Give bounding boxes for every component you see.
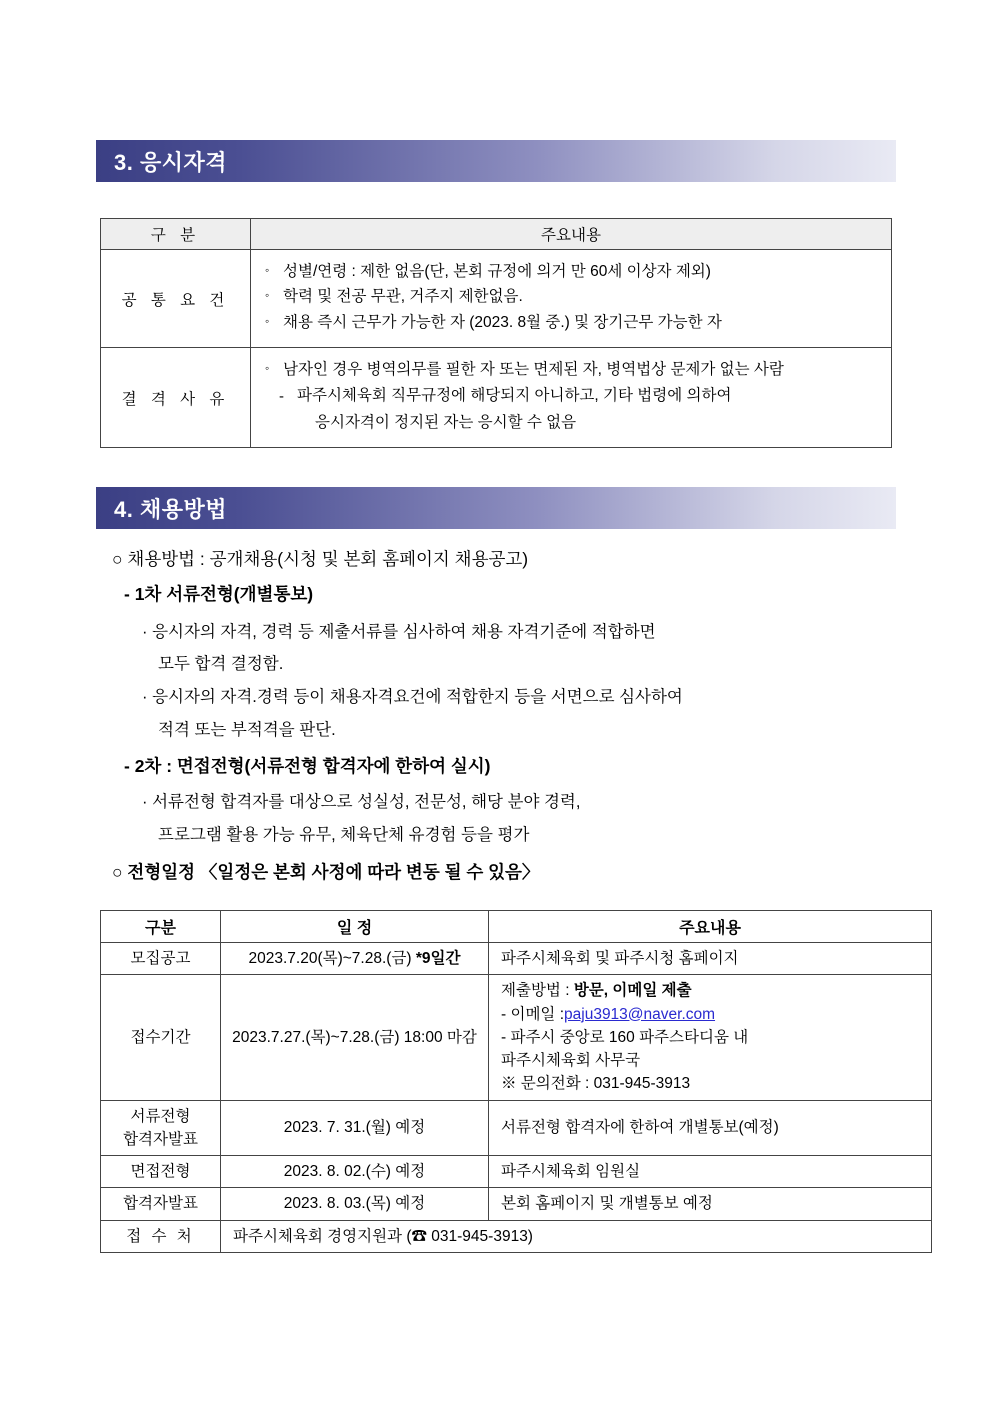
section-banner-method-label: 4. 채용방법	[114, 496, 227, 522]
method-line-8: 프로그램 활용 가능 유무, 체육단체 유경험 등을 평가	[158, 826, 530, 844]
bullet-item	[265, 359, 881, 381]
bullet-item	[265, 385, 881, 409]
sched-row-date-final-result: 2023. 8. 03.(목) 예정	[221, 1188, 489, 1220]
method-line-9: ○ 전형일정 〈일정은 본회 사정에 따라 변동 될 수 있음〉	[112, 862, 540, 882]
email-link[interactable]: paju3913@naver.com	[564, 1005, 716, 1023]
table-row	[101, 1156, 932, 1188]
bullet-item	[265, 286, 881, 308]
sched-row-date-document-result: 2023. 7. 31.(월) 예정	[221, 1100, 489, 1156]
method-line-6: - 2차 : 면접전형(서류전형 합격자에 한하여 실시)	[124, 756, 491, 776]
qual-header-content: 주요내용	[251, 219, 892, 250]
email-line	[501, 1003, 923, 1026]
sched-row-desc-final-result: 본회 홈페이지 및 개별통보 예정	[489, 1188, 932, 1220]
qualification-table	[100, 218, 892, 448]
address-line-1: - 파주시 중앙로 160 파주스타디움 내	[501, 1028, 749, 1046]
method-line-7: · 서류전형 합격자를 대상으로 성실성, 전문성, 해당 분야 경력,	[142, 793, 581, 811]
sched-row-label-interview: 면접전형	[101, 1156, 221, 1188]
bullet-text: 채용 즉시 근무가 가능한 자 (2023. 8월 중.) 및 장기근무 가능한 자	[283, 313, 722, 331]
section-banner-qualification-label: 3. 응시자격	[114, 149, 227, 175]
sched-row-label-final-result: 합격자발표	[101, 1188, 221, 1220]
qual-row-content-common	[251, 250, 892, 348]
submit-method-label: 제출방법 :	[501, 982, 574, 1000]
bullet-item	[265, 312, 881, 334]
table-row	[101, 1100, 932, 1156]
sched-row-label-notice: 모집공고	[101, 943, 221, 975]
phone-line: ※ 문의전화 : 031-945-3913	[501, 1075, 691, 1093]
table-row	[101, 975, 932, 1100]
sched-row-label-application: 접수기간	[101, 975, 221, 1100]
sched-footer-label: 접 수 처	[101, 1220, 221, 1252]
label-line-2: 합격자발표	[123, 1130, 198, 1148]
section-banner-method	[96, 487, 896, 529]
table-row	[101, 1188, 932, 1220]
qual-row-label-common: 공 통 요 건	[101, 250, 251, 348]
table-row	[101, 943, 932, 975]
qual-header-gubun: 구 분	[101, 219, 251, 250]
table-header-row	[101, 911, 932, 943]
sched-row-desc-interview: 파주시체육회 임원실	[489, 1156, 932, 1188]
method-line-0: ○ 채용방법 : 공개채용(시청 및 본회 홈페이지 채용공고)	[112, 549, 529, 569]
method-line-4: · 응시자의 자격.경력 등이 채용자격요건에 적합한지 등을 서면으로 심사하여	[142, 688, 683, 706]
table-header-row	[101, 219, 892, 250]
sched-header-gubun: 구분	[101, 911, 221, 943]
sched-date-emphasis: *9일간	[415, 950, 461, 967]
bullet-text: 성별/연령 : 제한 없음(단, 본회 규정에 의거 만 60세 이상자 제외)	[283, 263, 711, 280]
label-line-1: 서류전형	[130, 1107, 191, 1125]
bullet-marker: ◦	[265, 263, 270, 277]
email-label: - 이메일 :	[501, 1005, 565, 1023]
sched-row-desc-application	[489, 975, 932, 1100]
sched-header-date: 일 정	[221, 911, 489, 943]
sched-row-date-application: 2023.7.27.(목)~7.28.(금) 18:00 마감	[221, 975, 489, 1100]
method-line-1: - 1차 서류전형(개별통보)	[124, 584, 314, 604]
method-line-5: 적격 또는 부적격을 판단.	[158, 721, 336, 739]
sched-header-content: 주요내용	[489, 911, 932, 943]
sched-row-label-document-result	[101, 1100, 221, 1156]
sched-row-date-notice	[221, 943, 489, 975]
bullet-text: 남자인 경우 병역의무를 필한 자 또는 면제된 자, 병역법상 문제가 없는 사람	[283, 361, 784, 379]
address-line-2: 파주시체육회 사무국	[501, 1052, 641, 1069]
submit-method-value: 방문, 이메일 제출	[573, 982, 692, 1000]
qual-row-content-disqualification	[251, 348, 892, 448]
bullet-text: 학력 및 전공 무관, 거주지 제한없음.	[283, 288, 523, 306]
bullet-item	[265, 412, 881, 434]
bullet-marker: ◦	[265, 361, 270, 376]
bullet-item	[265, 261, 881, 283]
table-row	[101, 250, 892, 348]
schedule-table	[100, 910, 932, 1253]
sched-date-text: 2023.7.20(목)~7.28.(금)	[248, 950, 416, 967]
table-row-footer	[101, 1220, 932, 1252]
bullet-marker: ◦	[265, 313, 270, 328]
sched-footer-value: 파주시체육회 경영지원과 (☎ 031-945-3913)	[221, 1220, 932, 1252]
method-line-2: · 응시자의 자격, 경력 등 제출서류를 심사하여 채용 자격기준에 적합하면	[142, 623, 656, 641]
sched-row-desc-notice: 파주시체육회 및 파주시청 홈페이지	[489, 943, 932, 975]
bullet-marker: -	[279, 387, 284, 405]
table-row	[101, 348, 892, 448]
method-line-3: 모두 합격 결정함.	[158, 655, 284, 673]
sched-row-desc-document-result: 서류전형 합격자에 한하여 개별통보(예정)	[489, 1100, 932, 1156]
sched-row-date-interview: 2023. 8. 02.(수) 예정	[221, 1156, 489, 1188]
bullet-marker: ◦	[265, 288, 270, 303]
bullet-text: 응시자격이 정지된 자는 응시할 수 없음	[315, 413, 577, 431]
section-banner-qualification	[96, 140, 896, 182]
submit-method-line	[501, 979, 923, 1002]
qual-row-label-disqualification: 결 격 사 유	[101, 348, 251, 448]
bullet-text: 파주시체육회 직무규정에 해당되지 아니하고, 기타 법령에 의하여	[297, 386, 732, 404]
